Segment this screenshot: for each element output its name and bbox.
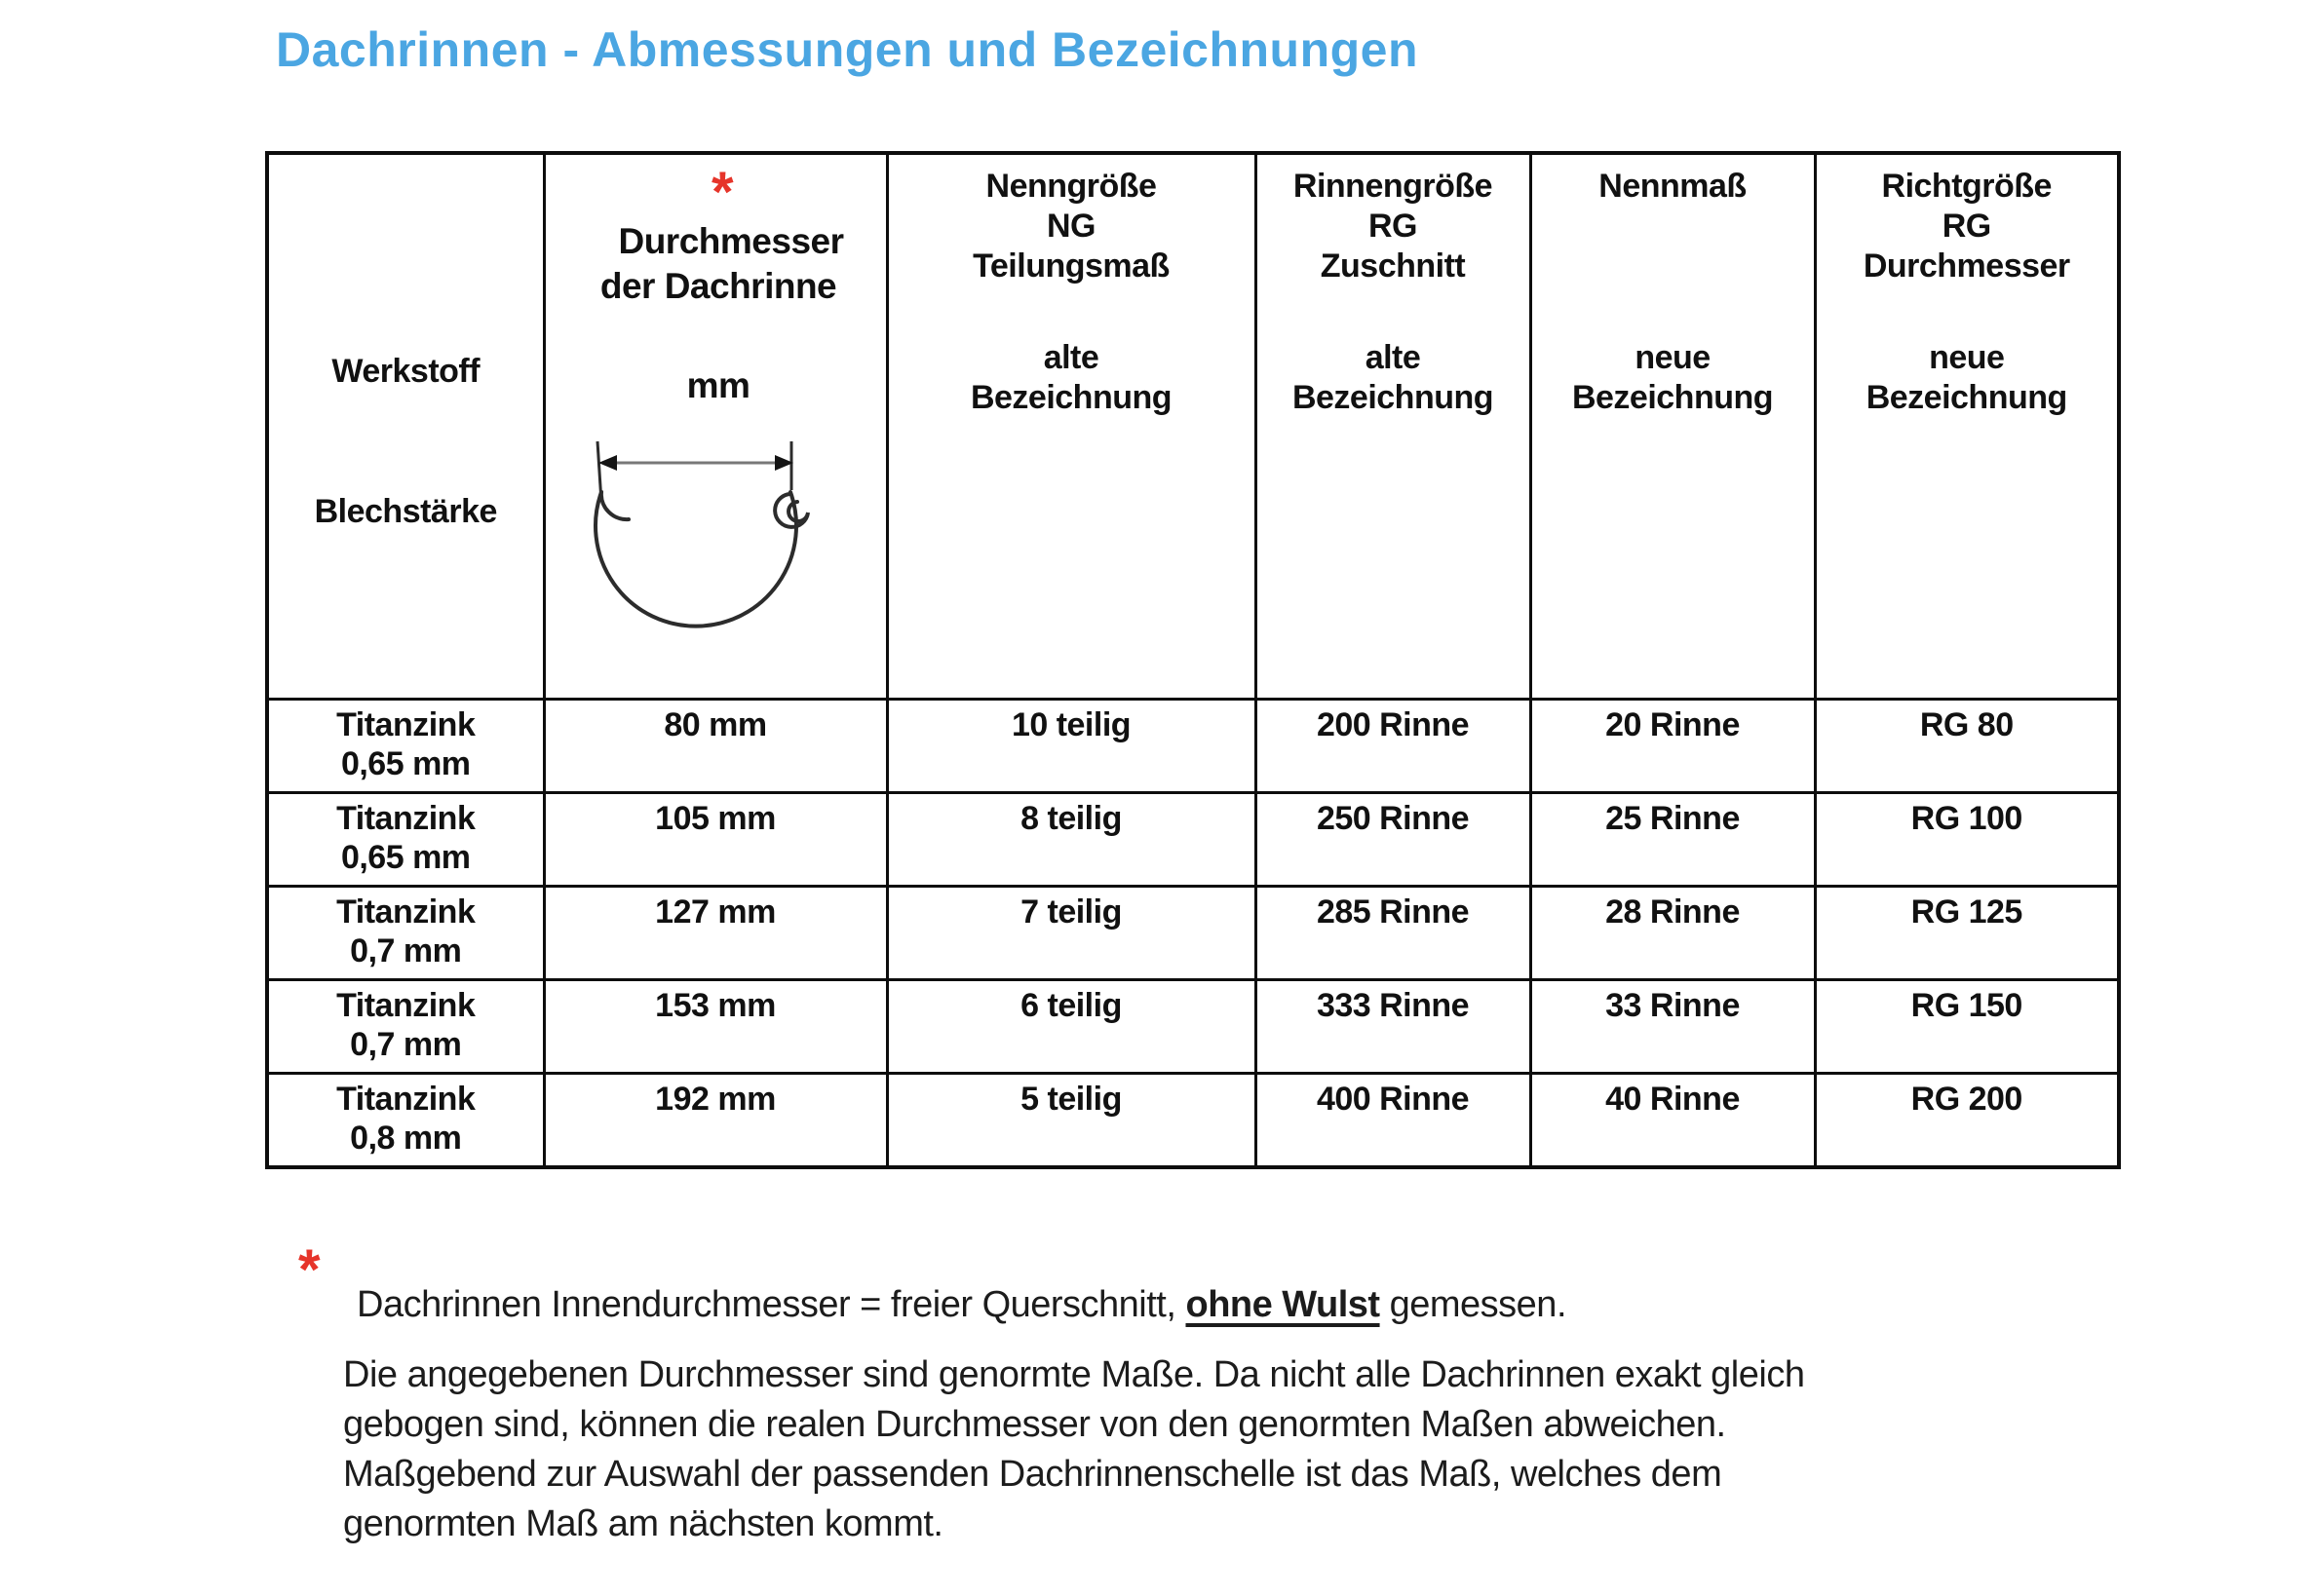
table-row [267, 887, 2119, 980]
blechstaerke-value: 0,65 mm [340, 745, 471, 782]
werkstoff-value: Titanzink [336, 706, 476, 743]
header-durchmesser-unit: mm [686, 365, 750, 405]
teilung-value: 8 teilig [1020, 800, 1122, 837]
header-nennmass-line1: Nennmaß [1598, 168, 1747, 205]
cell-werkstoff [267, 887, 544, 980]
richtgroesse-value: RG 200 [1910, 1081, 2022, 1118]
header-nenngroesse-old1: alte [1043, 339, 1099, 376]
nennmass-value: 33 Rinne [1605, 987, 1740, 1024]
gutter-bowl-outline [596, 492, 796, 627]
cell-richtgroesse [1815, 980, 2119, 1074]
paragraph-line: Die angegebenen Durchmesser sind genormte Maße. Da nicht alle Dachrinnen exakt gleich [343, 1354, 1805, 1395]
cell-zuschnitt [1255, 887, 1530, 980]
header-nenngroesse-line2: NG [1047, 208, 1096, 245]
table-row [267, 980, 2119, 1074]
header-durchmesser-line2: der Dachrinne [599, 266, 837, 306]
zuschnitt-value: 333 Rinne [1316, 987, 1470, 1024]
header-nenngroesse-line1: Nenngröße [985, 168, 1157, 205]
table-row [267, 793, 2119, 887]
header-rinnengroesse-line2: RG [1368, 208, 1417, 245]
header-richtgroesse-new1: neue [1929, 339, 2005, 376]
durchmesser-value: 127 mm [655, 893, 776, 931]
footnote-paragraph [343, 1350, 1804, 1549]
werkstoff-value: Titanzink [336, 987, 476, 1024]
cell-zuschnitt [1255, 980, 1530, 1074]
zuschnitt-value: 285 Rinne [1316, 893, 1470, 931]
richtgroesse-value: RG 125 [1910, 893, 2022, 931]
richtgroesse-value: RG 100 [1910, 800, 2022, 837]
cell-richtgroesse [1815, 793, 2119, 887]
teilung-value: 6 teilig [1020, 987, 1122, 1024]
table-header-row [267, 153, 2119, 700]
header-durchmesser [544, 153, 887, 700]
durchmesser-value: 153 mm [655, 987, 776, 1024]
table-row [267, 1074, 2119, 1168]
cell-werkstoff [267, 1074, 544, 1168]
cell-richtgroesse [1815, 887, 2119, 980]
header-nenngroesse-old2: Bezeichnung [970, 379, 1173, 416]
cell-durchmesser [544, 700, 887, 793]
cell-zuschnitt [1255, 700, 1530, 793]
header-nenngroesse-line3: Teilungsmaß [973, 247, 1170, 285]
werkstoff-value: Titanzink [336, 1081, 476, 1118]
cell-durchmesser [544, 887, 887, 980]
cell-teilung [887, 793, 1255, 887]
header-rinnengroesse-line3: Zuschnitt [1320, 247, 1466, 285]
werkstoff-value: Titanzink [336, 893, 476, 931]
blechstaerke-value: 0,65 mm [340, 839, 471, 876]
diameter-arrow-left-head [598, 455, 617, 471]
cell-durchmesser [544, 980, 887, 1074]
cell-nennmass [1530, 1074, 1815, 1168]
header-richtgroesse [1815, 153, 2119, 700]
cell-werkstoff [267, 793, 544, 887]
paragraph-line: gebogen sind, können die realen Durchmesser von den genormten Maßen abweichen. [343, 1404, 1726, 1445]
cell-durchmesser [544, 793, 887, 887]
gutter-left-hook [600, 492, 628, 519]
header-richtgroesse-line1: Richtgröße [1881, 168, 2052, 205]
gutter-cross-section-diagram [565, 434, 827, 638]
richtgroesse-value: RG 80 [1919, 706, 2014, 743]
nennmass-value: 40 Rinne [1605, 1081, 1740, 1118]
zuschnitt-value: 200 Rinne [1316, 706, 1470, 743]
header-nennmass-new2: Bezeichnung [1571, 379, 1774, 416]
zuschnitt-value: 400 Rinne [1316, 1081, 1470, 1118]
header-richtgroesse-line3: Durchmesser [1863, 247, 2070, 285]
page-title: Dachrinnen - Abmessungen und Bezeichnungen [276, 22, 1419, 77]
blechstaerke-value: 0,7 mm [350, 1026, 462, 1063]
header-nenngroesse [887, 153, 1255, 700]
header-nennmass [1530, 153, 1815, 700]
header-richtgroesse-new2: Bezeichnung [1866, 379, 2067, 416]
cell-richtgroesse [1815, 700, 2119, 793]
cell-richtgroesse [1815, 1074, 2119, 1168]
cell-nennmass [1530, 887, 1815, 980]
durchmesser-value: 105 mm [655, 800, 776, 837]
footnote-asterisk: * [298, 1238, 321, 1302]
header-rinnengroesse [1255, 153, 1530, 700]
header-blechstaerke-label: Blechstärke [314, 493, 497, 530]
cell-teilung [887, 1074, 1255, 1168]
cell-teilung [887, 980, 1255, 1074]
richtgroesse-value: RG 150 [1910, 987, 2022, 1024]
header-richtgroesse-line2: RG [1942, 208, 1991, 245]
cell-zuschnitt [1255, 793, 1530, 887]
header-werkstoff-label: Werkstoff [331, 353, 481, 390]
cell-nennmass [1530, 700, 1815, 793]
footnote-line1-emphasis: ohne Wulst [1185, 1284, 1380, 1325]
durchmesser-value: 192 mm [655, 1081, 776, 1118]
teilung-value: 7 teilig [1020, 893, 1122, 931]
cell-teilung [887, 887, 1255, 980]
cell-nennmass [1530, 980, 1815, 1074]
cell-durchmesser [544, 1074, 887, 1168]
cell-teilung [887, 700, 1255, 793]
header-durchmesser-line1: Durchmesser [618, 221, 844, 261]
cell-werkstoff [267, 980, 544, 1074]
zuschnitt-value: 250 Rinne [1316, 800, 1470, 837]
header-rinnengroesse-old1: alte [1365, 339, 1421, 376]
werkstoff-value: Titanzink [336, 800, 476, 837]
nennmass-value: 25 Rinne [1605, 800, 1740, 837]
table-row [267, 700, 2119, 793]
header-rinnengroesse-old2: Bezeichnung [1291, 379, 1494, 416]
cell-zuschnitt [1255, 1074, 1530, 1168]
header-rinnengroesse-line1: Rinnengröße [1292, 168, 1493, 205]
durchmesser-value: 80 mm [664, 706, 767, 743]
footnote-line1 [357, 1284, 1566, 1326]
paragraph-line: Maßgebend zur Auswahl der passenden Dachrinnenschelle ist das Maß, welches dem [343, 1454, 1722, 1495]
teilung-value: 10 teilig [1011, 706, 1132, 743]
header-nennmass-new1: neue [1635, 339, 1711, 376]
teilung-value: 5 teilig [1020, 1081, 1122, 1118]
footnote-line1-pre: Dachrinnen Innendurchmesser = freier Querschnitt, [357, 1284, 1186, 1325]
cell-nennmass [1530, 793, 1815, 887]
header-werkstoff [267, 153, 544, 700]
paragraph-line: genormten Maß am nächsten kommt. [343, 1503, 943, 1544]
cell-werkstoff [267, 700, 544, 793]
nennmass-value: 28 Rinne [1605, 893, 1740, 931]
footnote-line1-post: gemessen. [1379, 1284, 1567, 1325]
gutter-dimensions-table [265, 151, 2121, 1169]
blechstaerke-value: 0,7 mm [350, 932, 462, 969]
blechstaerke-value: 0,8 mm [350, 1120, 462, 1157]
footnote-marker-asterisk: * [711, 161, 734, 224]
nennmass-value: 20 Rinne [1605, 706, 1740, 743]
